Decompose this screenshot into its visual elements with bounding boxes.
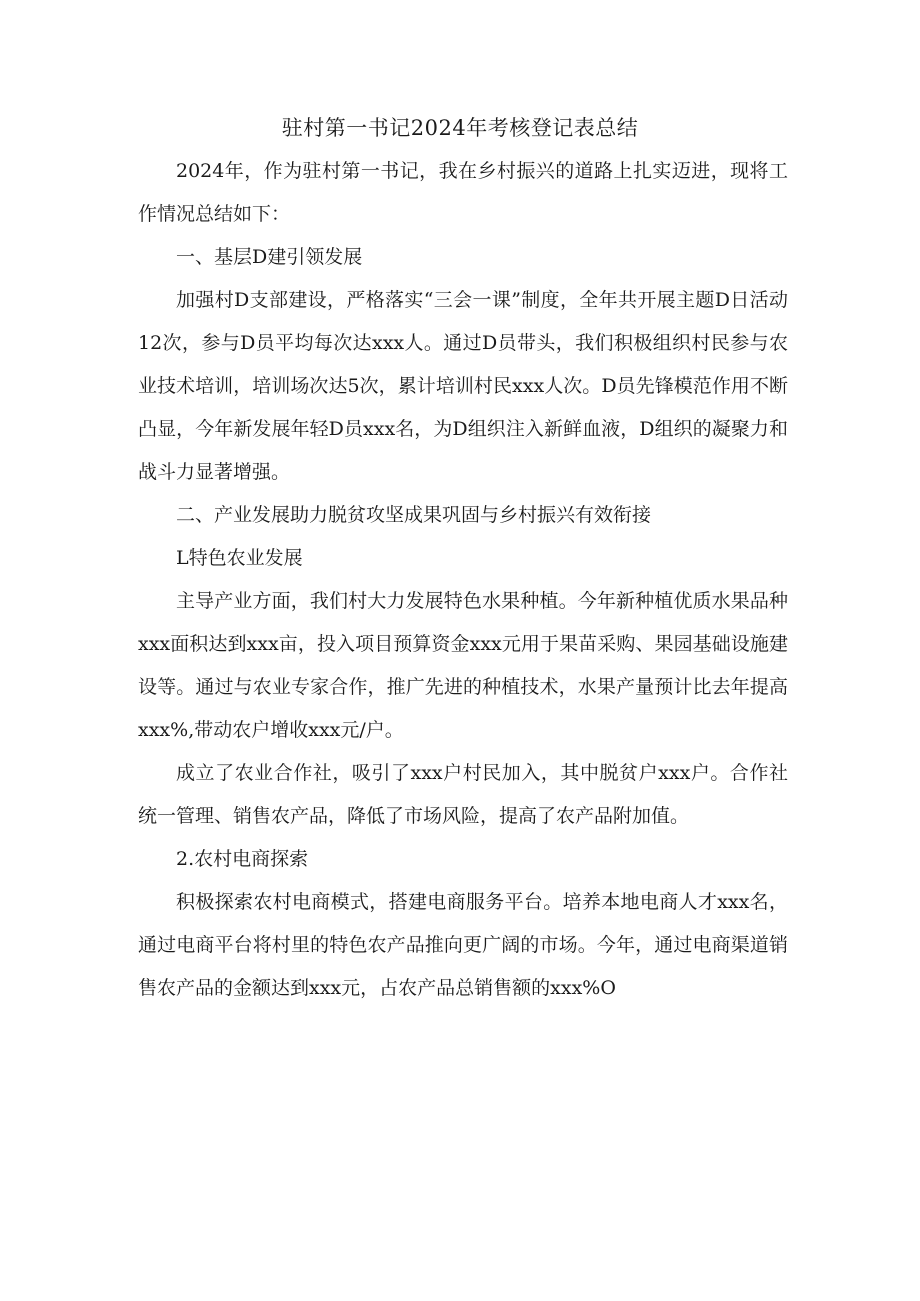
cooperative-paragraph: 成立了农业合作社，吸引了xxx户村民加入，其中脱贫户xxx户。合作社统一管理、销售农产品，降低了市场风险，提高了农产品附加值。 [138, 762, 788, 827]
intro-paragraph: 2024年，作为驻村第一书记，我在乡村振兴的道路上扎实迈进，现将工作情况总结如下： [138, 160, 788, 225]
section-heading-party-building: 一、基层D建引领发展 [176, 246, 363, 268]
fruit-planting-paragraph: 主导产业方面，我们村大力发展特色水果种植。今年新种植优质水果品种xxx面积达到xxx亩，投入项目预算资金xxx元用于果苗采购、果园基础设施建设等。通过与农业专家合作，推广先进的种植技术，水果产量预计比去年提高xxx%,带动农户增收xxx元/户。 [138, 590, 788, 741]
party-building-paragraph: 加强村D支部建设，严格落实“三会一课”制度，全年共开展主题D日活动12次，参与D员平均每次达xxx人。通过D员带头，我们积极组织村民参与农业技术培训，培训场次达5次，累计培训村民xxx人次。D员先锋模范作用不断凸显，今年新发展年轻D员xxx名，为D组织注入新鲜血液，D组织的凝聚力和战斗力显著增强。 [138, 289, 788, 483]
ecommerce-paragraph: 积极探索农村电商模式，搭建电商服务平台。培养本地电商人才xxx名，通过电商平台将村里的特色农产品推向更广阔的市场。今年，通过电商渠道销售农产品的金额达到xxx元，占农产品总销售额的xxx%O [138, 891, 788, 999]
document-body [138, 150, 788, 1010]
section-heading-industry: 二、产业发展助力脱贫攻坚成果巩固与乡村振兴有效衔接 [176, 504, 652, 526]
subheading-specialty-agriculture: L特色农业发展 [176, 547, 303, 569]
subheading-ecommerce: 2.农村电商探索 [176, 848, 309, 870]
document-title: 驻村第一书记2024年考核登记表总结 [281, 116, 639, 140]
